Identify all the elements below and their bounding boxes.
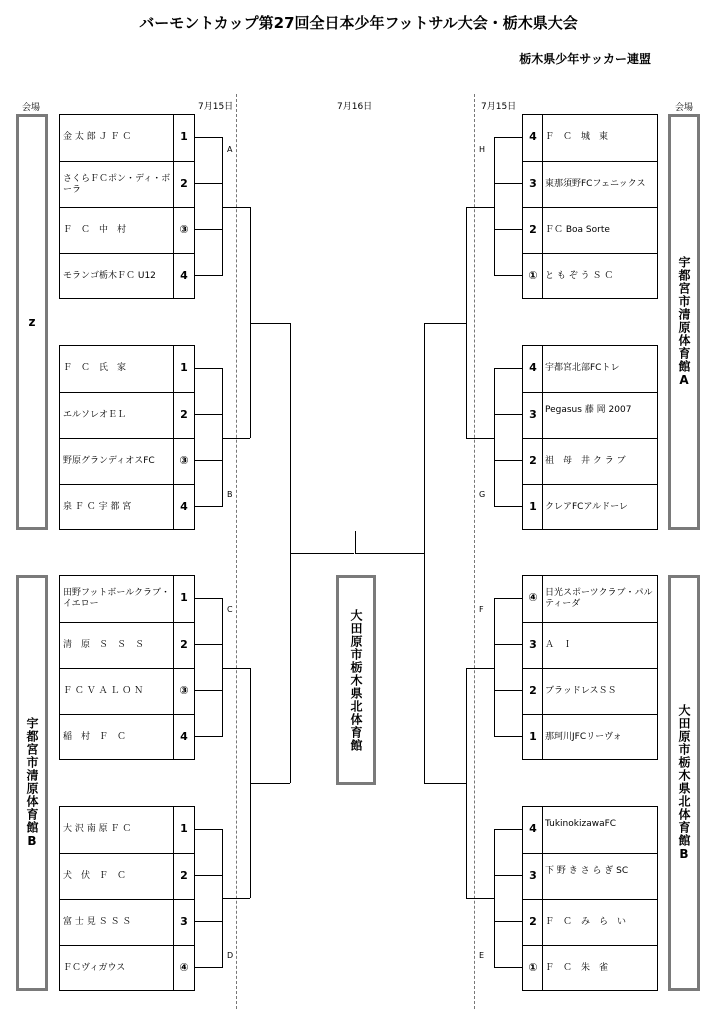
bracket-line <box>494 229 522 230</box>
seed-number: 3 <box>529 408 537 421</box>
team-name: Ｆ Ｃ 中 村 <box>63 225 127 235</box>
bracket-line <box>494 275 522 276</box>
team-row <box>60 484 194 530</box>
team-name: Ｆ Ｃ Ｖ Ａ Ｌ Ｏ Ｎ <box>63 686 144 696</box>
seed-number: 2 <box>529 454 537 467</box>
seed-number: ③ <box>179 684 189 697</box>
left-group-box <box>59 806 195 991</box>
seed-number: 2 <box>180 638 188 651</box>
team-name: 田野フットボールクラブ・イエロー <box>63 588 171 609</box>
bracket-line <box>424 323 425 783</box>
bracket-line <box>494 460 522 461</box>
team-name: 那珂川JFCリーヴォ <box>545 732 622 742</box>
team-name: クレアFCアルドーレ <box>545 502 628 512</box>
team-name: 祖 母 井 ク ラ ブ <box>545 456 626 466</box>
bracket-line <box>195 829 223 830</box>
seed-number: 3 <box>529 638 537 651</box>
team-name: Pegasus 藤 岡 2007 <box>545 405 632 415</box>
team-name: モランゴ栃木ＦＣ U12 <box>63 271 156 281</box>
bracket-line <box>494 368 522 369</box>
bracket-line <box>494 736 522 737</box>
team-name: 金 太 郎 Ｊ Ｆ Ｃ <box>63 132 132 142</box>
seed-number: 3 <box>180 915 188 928</box>
bracket-line <box>195 183 223 184</box>
group-label-f: F <box>479 605 484 614</box>
team-row <box>523 392 657 438</box>
seed-number: 4 <box>529 361 537 374</box>
group-label-c: C <box>227 605 233 614</box>
bracket-line <box>195 967 223 968</box>
bracket-line <box>250 783 290 784</box>
group-label-a: A <box>227 145 233 154</box>
team-row <box>523 253 657 299</box>
team-row <box>523 576 657 622</box>
seed-number: 3 <box>529 177 537 190</box>
team-name: Ｆ Ｃ 城 東 <box>545 132 609 142</box>
seed-number: 2 <box>529 684 537 697</box>
bracket-line <box>494 829 495 967</box>
venue-left-top-label: z <box>25 314 39 330</box>
bracket-line <box>494 368 495 506</box>
bracket-line <box>195 921 223 922</box>
team-name: Ｆ Ｃ 朱 雀 <box>545 963 609 973</box>
bracket-line <box>195 875 223 876</box>
bracket-line <box>222 668 250 669</box>
team-name: ＦＣヴィガウス <box>63 963 126 973</box>
bracket-line <box>424 323 466 324</box>
bracket-line <box>290 553 354 554</box>
seed-number: 2 <box>180 408 188 421</box>
seed-number: 1 <box>180 822 188 835</box>
date-header-center: 7月16日 <box>337 102 373 112</box>
page-title: バーモントカップ第27回全日本少年フットサル大会・栃木県大会 <box>139 14 578 32</box>
team-row <box>60 576 194 622</box>
bracket-line <box>195 690 223 691</box>
seed-number: 4 <box>180 269 188 282</box>
group-label-e: E <box>479 951 485 960</box>
bracket-line <box>195 736 223 737</box>
venue-right-bottom-label: 大田原市栃木県北体育館B <box>677 704 691 862</box>
right-group-box <box>522 114 658 299</box>
team-name: Ｆ Ｃ み ら い <box>545 917 627 927</box>
venue-header-left: 会場 <box>22 103 41 113</box>
team-name: ブラッドレスＳＳ <box>545 686 617 696</box>
left-group-box <box>59 345 195 530</box>
team-name: と も ぞ う Ｓ Ｃ <box>545 271 614 281</box>
bracket-line <box>494 921 522 922</box>
group-label-g: G <box>479 490 486 499</box>
seed-number: 2 <box>529 223 537 236</box>
bracket-line <box>494 137 495 275</box>
final-line <box>355 531 356 553</box>
team-name: Ａ Ｉ <box>545 640 573 650</box>
group-label-d: D <box>227 951 234 960</box>
team-name: 泉 Ｆ Ｃ 宇 都 宮 <box>63 502 132 512</box>
team-row <box>523 484 657 530</box>
bracket-line <box>195 460 223 461</box>
bracket-line <box>466 668 494 669</box>
venue-header-right: 会場 <box>675 103 694 113</box>
bracket-line <box>494 644 522 645</box>
team-row <box>60 668 194 714</box>
bracket-line <box>222 207 250 208</box>
venue-left-bottom <box>16 575 48 991</box>
team-row <box>523 115 657 161</box>
team-row <box>60 115 194 161</box>
team-name: TukinokizawaFC <box>545 819 617 829</box>
team-row <box>523 438 657 484</box>
group-label-b: B <box>227 490 233 499</box>
team-row <box>60 807 194 853</box>
left-group-box <box>59 575 195 760</box>
team-row <box>523 899 657 945</box>
seed-number: 4 <box>529 130 537 143</box>
team-row <box>60 207 194 253</box>
bracket-line <box>195 229 223 230</box>
venue-right-bottom <box>668 575 700 991</box>
bracket-line <box>466 668 467 898</box>
team-name: さくらＦＣポン・ディ・ボーラ <box>63 174 171 195</box>
team-row <box>523 207 657 253</box>
team-name: Ｆ Ｃ 氏 家 <box>63 363 127 373</box>
bracket-line <box>195 414 223 415</box>
seed-number: ① <box>528 269 538 282</box>
team-name: 下 野 き さ ら ぎ SC <box>545 866 629 876</box>
bracket-line <box>250 323 290 324</box>
seed-number: 4 <box>529 822 537 835</box>
team-row <box>523 346 657 392</box>
venue-left-bottom-label: 宇都宮市清原体育館B <box>25 717 39 849</box>
team-row <box>523 714 657 760</box>
bracket-line <box>222 438 250 439</box>
bracket-line <box>222 598 223 736</box>
team-row <box>60 438 194 484</box>
team-row <box>60 392 194 438</box>
venue-right-top-label: 宇都宮市清原体育館A <box>677 256 691 388</box>
seed-number: ④ <box>179 961 189 974</box>
team-name: 清 原 Ｓ Ｓ Ｓ <box>63 640 145 650</box>
bracket-line <box>494 598 495 736</box>
day-divider-left <box>236 94 237 1009</box>
team-row <box>523 622 657 668</box>
seed-number: 1 <box>180 130 188 143</box>
team-name: 東那須野FCフェニックス <box>545 179 646 189</box>
date-header-left: 7月15日 <box>198 102 234 112</box>
venue-center-label: 大田原市栃木県北体育館 <box>349 608 363 752</box>
bracket-line <box>494 690 522 691</box>
seed-number: ④ <box>528 591 538 604</box>
bracket-line <box>195 506 223 507</box>
seed-number: 2 <box>529 915 537 928</box>
bracket-line <box>222 137 223 275</box>
bracket-line <box>494 137 522 138</box>
bracket-line <box>494 829 522 830</box>
bracket-line <box>466 438 494 439</box>
seed-number: 3 <box>529 869 537 882</box>
team-name: 富 士 見 Ｓ Ｓ Ｓ <box>63 917 132 927</box>
seed-number: 4 <box>180 730 188 743</box>
right-group-box <box>522 345 658 530</box>
date-header-right: 7月15日 <box>481 102 517 112</box>
seed-number: 2 <box>180 177 188 190</box>
bracket-line <box>494 598 522 599</box>
team-row <box>523 807 657 853</box>
bracket-line <box>195 275 223 276</box>
bracket-line <box>466 898 494 899</box>
organizer: 栃木県少年サッカー連盟 <box>519 52 651 66</box>
bracket-line <box>466 207 467 438</box>
bracket-line <box>494 967 522 968</box>
venue-right-top <box>668 114 700 530</box>
seed-number: 1 <box>529 730 537 743</box>
team-row <box>60 622 194 668</box>
team-row <box>60 253 194 299</box>
seed-number: 2 <box>180 869 188 882</box>
seed-number: 1 <box>180 361 188 374</box>
venue-center <box>336 575 376 785</box>
team-row <box>60 714 194 760</box>
team-row <box>523 945 657 991</box>
bracket-line <box>222 368 223 506</box>
team-row <box>60 945 194 991</box>
bracket-line <box>424 783 466 784</box>
team-row <box>60 346 194 392</box>
team-row <box>523 668 657 714</box>
team-name: エルソレオＥＬ <box>63 410 127 420</box>
seed-number: 1 <box>180 591 188 604</box>
group-label-h: H <box>479 145 486 154</box>
bracket-line <box>195 598 223 599</box>
team-name: 稲 村 Ｆ Ｃ <box>63 732 127 742</box>
bracket-line <box>195 137 223 138</box>
seed-number: ① <box>528 961 538 974</box>
seed-number: ③ <box>179 454 189 467</box>
team-name: 大 沢 南 原 Ｆ Ｃ <box>63 824 132 834</box>
right-group-box <box>522 575 658 760</box>
seed-number: 1 <box>529 500 537 513</box>
team-row <box>523 853 657 899</box>
venue-left-top <box>16 114 48 530</box>
team-name: 宇都宮北部FCトレ <box>545 363 620 373</box>
team-name: ＦＣ Boa Sorte <box>545 225 610 235</box>
seed-number: 4 <box>180 500 188 513</box>
bracket-line <box>466 207 494 208</box>
team-row <box>60 161 194 207</box>
team-name: 野原グランディオスFC <box>63 456 155 466</box>
bracket-line <box>355 553 424 554</box>
bracket-line <box>494 506 522 507</box>
bracket-line <box>222 898 250 899</box>
right-group-box <box>522 806 658 991</box>
bracket-line <box>195 644 223 645</box>
bracket-line <box>494 875 522 876</box>
day-divider-right <box>474 94 475 1009</box>
team-row <box>60 899 194 945</box>
bracket-line <box>195 368 223 369</box>
team-name: 日光スポーツクラブ・パルティーダ <box>545 588 653 609</box>
left-group-box <box>59 114 195 299</box>
team-name: 犬 伏 Ｆ Ｃ <box>63 871 127 881</box>
team-row <box>523 161 657 207</box>
bracket-line <box>494 183 522 184</box>
bracket-line <box>494 414 522 415</box>
team-row <box>60 853 194 899</box>
seed-number: ③ <box>179 223 189 236</box>
